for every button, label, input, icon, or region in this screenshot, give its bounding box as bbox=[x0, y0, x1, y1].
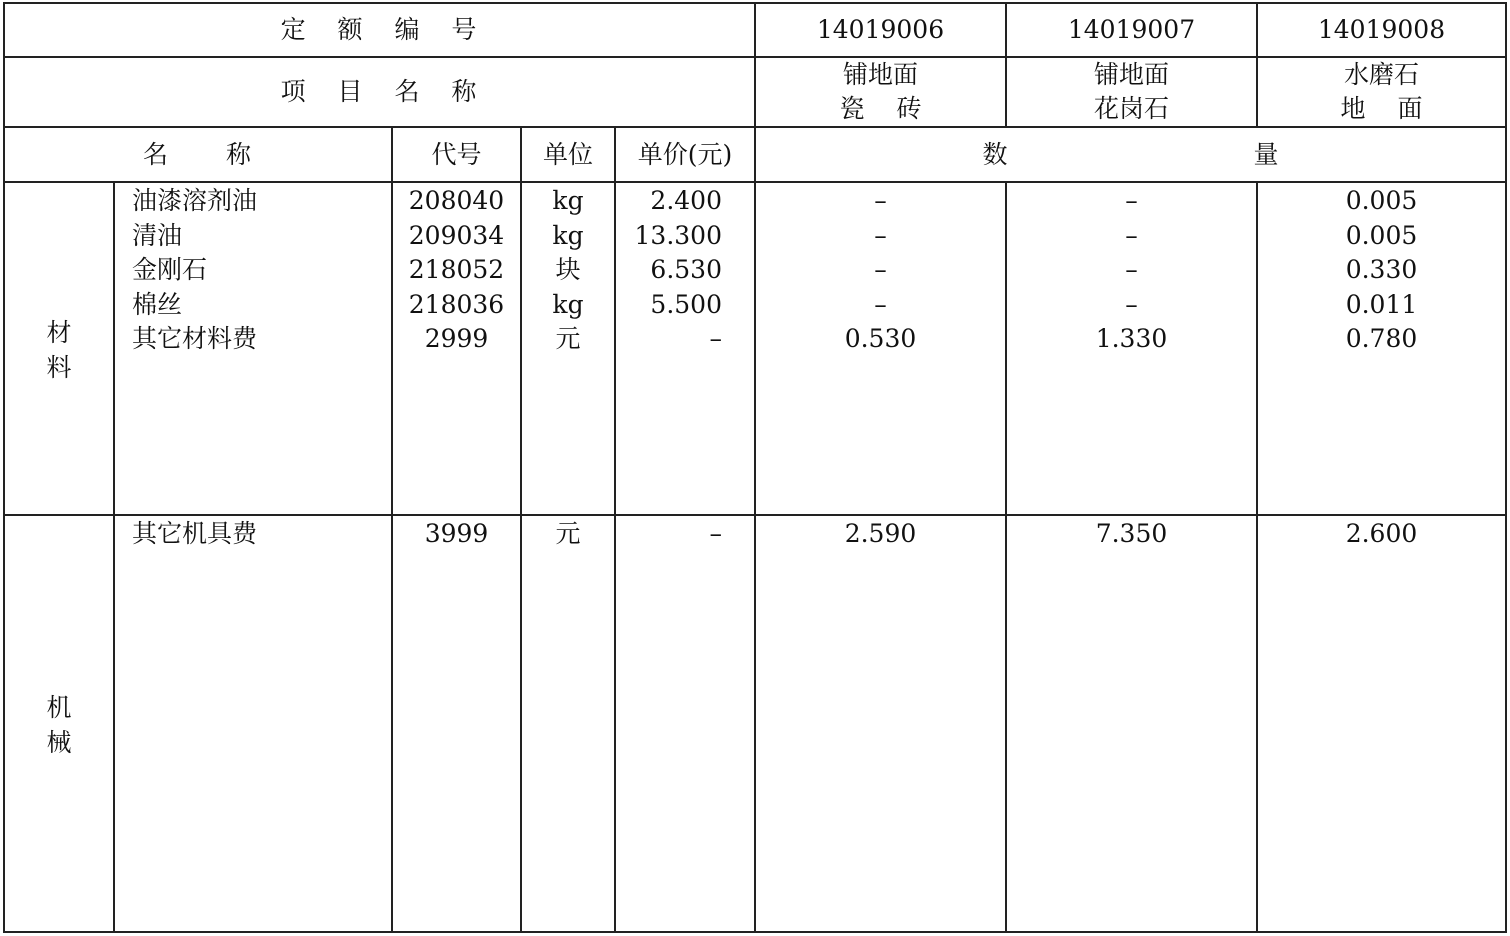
material-quantity: 1.330 bbox=[1095, 324, 1168, 353]
material-unit: 块 bbox=[555, 255, 581, 284]
material-code: 209034 bbox=[408, 220, 505, 250]
material-code: 218036 bbox=[408, 289, 505, 319]
machinery-price: – bbox=[709, 519, 722, 548]
material-name: 油漆溶剂油 bbox=[132, 186, 258, 215]
material-name: 金刚石 bbox=[132, 255, 208, 284]
material-quantity: 0.005 bbox=[1345, 220, 1418, 250]
quota-number: 14019008 bbox=[1317, 15, 1446, 44]
price-column-header: 单价(元) bbox=[637, 140, 733, 169]
category-materials: 材 bbox=[46, 318, 72, 347]
category-machinery: 机 bbox=[46, 693, 72, 722]
col-divider bbox=[754, 2, 756, 933]
item-name-line1: 铺地面 bbox=[1093, 60, 1169, 89]
material-name: 其它材料费 bbox=[132, 324, 258, 353]
name-column-header: 名 称 bbox=[143, 140, 251, 169]
material-quantity: 0.780 bbox=[1345, 324, 1418, 353]
item-name-label: 项 目 名 称 bbox=[280, 77, 477, 106]
material-price: – bbox=[709, 324, 722, 353]
material-quantity: – bbox=[874, 289, 887, 319]
material-quantity: – bbox=[874, 220, 887, 250]
material-unit: kg bbox=[552, 289, 584, 319]
machinery-code: 3999 bbox=[424, 519, 489, 548]
category-materials: 料 bbox=[46, 353, 72, 382]
material-unit: kg bbox=[552, 220, 584, 250]
quota-number-label: 定 额 编 号 bbox=[280, 15, 477, 44]
table-border-right bbox=[1505, 2, 1507, 933]
material-quantity: 0.330 bbox=[1345, 255, 1418, 284]
quantity-header-char: 量 bbox=[1253, 140, 1279, 169]
material-unit: 元 bbox=[555, 324, 581, 353]
quota-number: 14019007 bbox=[1067, 15, 1196, 44]
quota-number: 14019006 bbox=[816, 15, 945, 44]
machinery-quantity: 2.590 bbox=[844, 519, 917, 548]
material-quantity: – bbox=[1125, 186, 1138, 215]
quantity-header-char: 数 bbox=[982, 140, 1008, 169]
item-name-line2: 地 面 bbox=[1340, 94, 1423, 123]
material-name: 棉丝 bbox=[132, 289, 183, 319]
category-machinery: 械 bbox=[46, 728, 72, 757]
item-name-line2: 瓷 砖 bbox=[839, 94, 922, 123]
material-quantity: – bbox=[1125, 220, 1138, 250]
material-quantity: 0.011 bbox=[1345, 289, 1418, 319]
material-quantity: – bbox=[1125, 289, 1138, 319]
unit-column-header: 单位 bbox=[542, 140, 593, 169]
material-quantity: – bbox=[1125, 255, 1138, 284]
material-name: 清油 bbox=[132, 220, 183, 250]
material-quantity: 0.530 bbox=[844, 324, 917, 353]
material-quantity: 0.005 bbox=[1345, 186, 1418, 215]
machinery-name: 其它机具费 bbox=[132, 519, 258, 548]
machinery-quantity: 7.350 bbox=[1095, 519, 1168, 548]
item-name-line1: 水磨石 bbox=[1343, 60, 1419, 89]
material-code: 2999 bbox=[424, 324, 489, 353]
item-name-line1: 铺地面 bbox=[842, 60, 918, 89]
material-price: 5.500 bbox=[650, 289, 722, 319]
col-divider bbox=[113, 181, 115, 933]
material-price: 13.300 bbox=[634, 220, 722, 250]
item-name-line2: 花岗石 bbox=[1093, 94, 1169, 123]
material-code: 208040 bbox=[408, 186, 505, 215]
machinery-unit: 元 bbox=[555, 519, 581, 548]
material-quantity: – bbox=[874, 255, 887, 284]
code-column-header: 代号 bbox=[431, 140, 482, 169]
material-quantity: – bbox=[874, 186, 887, 215]
material-price: 2.400 bbox=[650, 186, 722, 215]
material-price: 6.530 bbox=[650, 255, 722, 284]
material-unit: kg bbox=[552, 186, 584, 215]
material-code: 218052 bbox=[408, 255, 505, 284]
machinery-quantity: 2.600 bbox=[1345, 519, 1418, 548]
